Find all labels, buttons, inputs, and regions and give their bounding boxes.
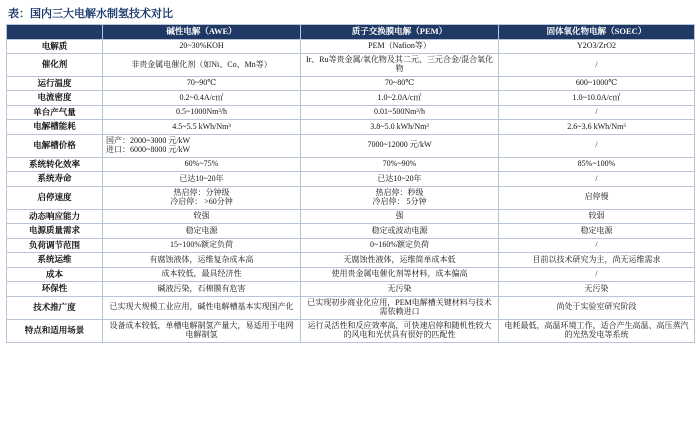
- table-row: [7, 282, 695, 297]
- table-row: [7, 39, 695, 54]
- row-label: 特点和适用场景: [7, 319, 103, 342]
- row-label: 技术推广度: [7, 296, 103, 319]
- row-label: 负荷调节范围: [7, 238, 103, 253]
- cell-awe: 成本较低，最具经济性: [103, 267, 301, 282]
- cell-soec: 较弱: [499, 209, 695, 224]
- table-row: [7, 224, 695, 239]
- cell-pem: 无污染: [301, 282, 499, 297]
- cell-soec: 1.0~10.0A/c㎡: [499, 91, 695, 106]
- cell-soec: 尚处于实验室研究阶段: [499, 296, 695, 319]
- cell-awe: 15~100%额定负荷: [103, 238, 301, 253]
- cell-soec: 稳定电源: [499, 224, 695, 239]
- table-row: [7, 209, 695, 224]
- cell-awe: 有腐蚀液体，运维复杂成本高: [103, 253, 301, 268]
- row-label: 动态响应能力: [7, 209, 103, 224]
- cell-pem: 7000~12000 元/kW: [301, 135, 499, 158]
- row-label: 系统寿命: [7, 172, 103, 187]
- cell-soec: 电耗最低，高温环境工作，适合产生高温、高压蒸汽的光热发电等系统: [499, 319, 695, 342]
- row-label: 系统运维: [7, 253, 103, 268]
- column-header-awe: 碱性电解（AWE）: [103, 25, 301, 40]
- row-label: 运行温度: [7, 76, 103, 91]
- table-row: [7, 135, 695, 158]
- table-row: [7, 253, 695, 268]
- cell-pem: 热启停：秒级 冷启停： 5分钟: [301, 186, 499, 209]
- cell-awe: 国产：2000~3000 元/kW 进口：6000~8000 元/kW: [103, 135, 301, 158]
- column-header-soec: 固体氧化物电解（SOEC）: [499, 25, 695, 40]
- cell-awe: 热启停：分钟级 冷启停： >60分钟: [103, 186, 301, 209]
- cell-awe: 70~90℃: [103, 76, 301, 91]
- table-row: [7, 76, 695, 91]
- table-row: [7, 267, 695, 282]
- cell-awe: 非贵金属电催化剂（如Ni、Co、Mn等）: [103, 54, 301, 77]
- cell-pem: 使用贵金属电催化剂等材料，成本偏高: [301, 267, 499, 282]
- cell-soec: 启停慢: [499, 186, 695, 209]
- column-header-blank: [7, 25, 103, 40]
- cell-awe: 稳定电源: [103, 224, 301, 239]
- cell-soec: 目前以技术研究为主，尚无运维需求: [499, 253, 695, 268]
- cell-awe: 20~30%KOH: [103, 39, 301, 54]
- row-label: 启停速度: [7, 186, 103, 209]
- row-label: 单台产气量: [7, 105, 103, 120]
- cell-soec: /: [499, 238, 695, 253]
- row-label: 成本: [7, 267, 103, 282]
- table-caption: 表：国内三大电解水制氢技术对比: [8, 8, 173, 20]
- row-label: 电源质量需求: [7, 224, 103, 239]
- cell-pem: 已实现初步商业化应用，PEM电解槽关键材料与技术需依赖进口: [301, 296, 499, 319]
- cell-soec: 85%~100%: [499, 157, 695, 172]
- cell-soec: 600~1000℃: [499, 76, 695, 91]
- table-row: [7, 172, 695, 187]
- cell-pem: 0~160%额定负荷: [301, 238, 499, 253]
- cell-soec: Y2O3/ZrO2: [499, 39, 695, 54]
- row-label: 电解槽能耗: [7, 120, 103, 135]
- table-row: [7, 238, 695, 253]
- table-row: [7, 319, 695, 342]
- cell-pem: 稳定或波动电源: [301, 224, 499, 239]
- cell-awe: 较强: [103, 209, 301, 224]
- cell-pem: 70%~90%: [301, 157, 499, 172]
- row-label: 环保性: [7, 282, 103, 297]
- cell-pem: Ir、Ru等贵金属/氧化物及其二元、三元合金/混合氧化物: [301, 54, 499, 77]
- cell-awe: 0.2~0.4A/c㎡: [103, 91, 301, 106]
- table-header: [7, 25, 695, 40]
- table-row: [7, 186, 695, 209]
- cell-pem: 已达10~20年: [301, 172, 499, 187]
- row-label: 电解槽价格: [7, 135, 103, 158]
- table-row: [7, 120, 695, 135]
- row-label: 系统转化效率: [7, 157, 103, 172]
- cell-awe: 设备成本较低，单槽电解制氢产量大，易适用于电网电解制氢: [103, 319, 301, 342]
- cell-pem: 3.8~5.0 kWh/Nm³: [301, 120, 499, 135]
- cell-soec: /: [499, 135, 695, 158]
- cell-awe: 4.5~5.5 kWh/Nm³: [103, 120, 301, 135]
- cell-awe: 0.5~1000Nm³/h: [103, 105, 301, 120]
- table-row: [7, 91, 695, 106]
- cell-pem: 70~80℃: [301, 76, 499, 91]
- table-row: [7, 105, 695, 120]
- cell-soec: /: [499, 172, 695, 187]
- cell-soec: /: [499, 54, 695, 77]
- cell-soec: /: [499, 267, 695, 282]
- table-row: [7, 54, 695, 77]
- cell-awe: 已实现大规模工业应用，碱性电解槽基本实现国产化: [103, 296, 301, 319]
- column-header-pem: 质子交换膜电解（PEM）: [301, 25, 499, 40]
- cell-pem: 无腐蚀性液体，运维简单成本低: [301, 253, 499, 268]
- cell-awe: 60%~75%: [103, 157, 301, 172]
- cell-pem: 1.0~2.0A/c㎡: [301, 91, 499, 106]
- row-label: 催化剂: [7, 54, 103, 77]
- table-row: [7, 296, 695, 319]
- cell-pem: 运行灵活性和反应效率高，可快速启停和随机性较大的风电和光伏具有很好的匹配性: [301, 319, 499, 342]
- cell-pem: 0.01~500Nm³/h: [301, 105, 499, 120]
- table-row: [7, 157, 695, 172]
- header-row: [7, 25, 695, 40]
- row-label: 电解质: [7, 39, 103, 54]
- cell-awe: 碱液污染，石棉膜有危害: [103, 282, 301, 297]
- cell-pem: PEM（Nafion等）: [301, 39, 499, 54]
- cell-soec: /: [499, 105, 695, 120]
- table-body: [7, 39, 695, 342]
- cell-soec: 无污染: [499, 282, 695, 297]
- cell-soec: 2.6~3.6 kWh/Nm³: [499, 120, 695, 135]
- comparison-table: [6, 24, 695, 343]
- cell-pem: 强: [301, 209, 499, 224]
- row-label: 电流密度: [7, 91, 103, 106]
- cell-awe: 已达10~20年: [103, 172, 301, 187]
